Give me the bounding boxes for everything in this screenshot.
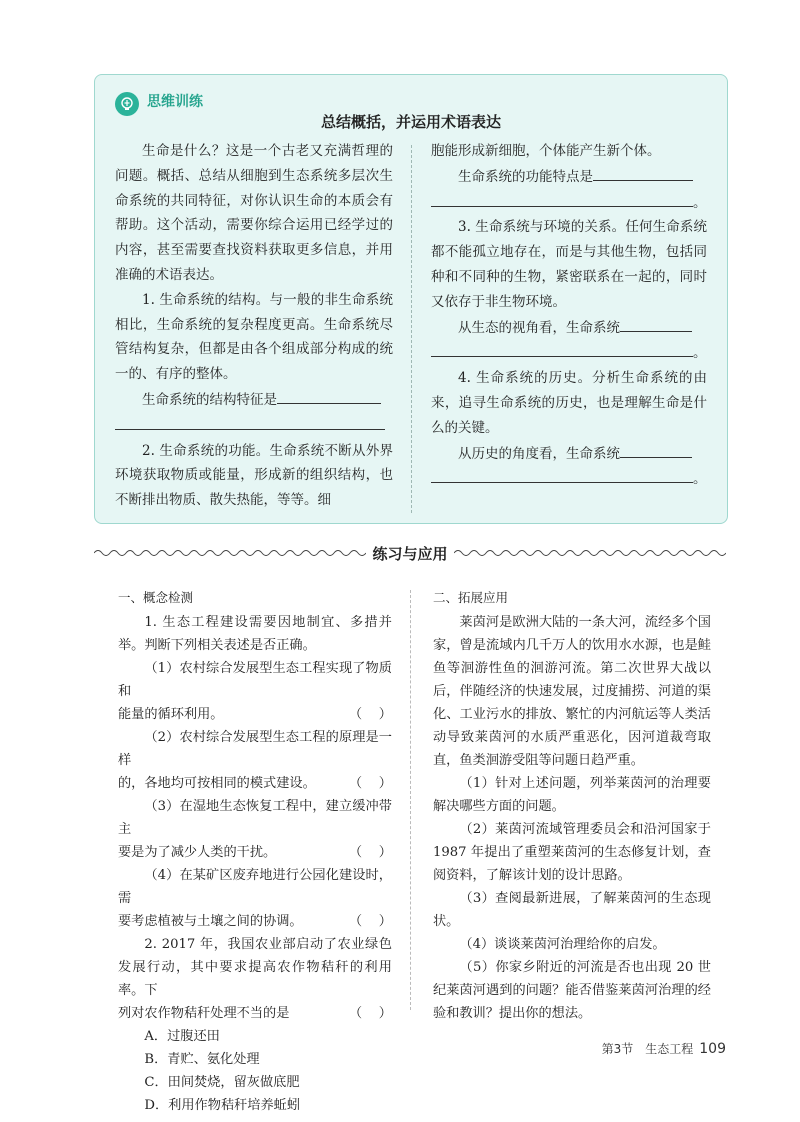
answer-blank[interactable] — [431, 190, 693, 207]
box-paragraph: 4. 生命系统的历史。分析生命系统的由来，追寻生命系统的历史，也是理解生命是什么的关键。 — [431, 370, 707, 436]
extended-application-section — [433, 586, 711, 1025]
judge-item: （4）在某矿区废弃地进行公园化建设时，需 要考虑植被与土壤之间的协调。 （ ） — [118, 864, 392, 933]
sub-question: （1）针对上述问题，列举莱茵河的治理要解决哪些方面的问题。 — [433, 776, 711, 814]
fill-in-line: 。 — [431, 340, 707, 366]
question-line: 列对农作物秸秆处理不当的是 （ ） — [118, 1002, 392, 1025]
practice-banner — [94, 540, 726, 568]
box-paragraph: 生命是什么？这是一个古老又充满哲理的问题。概括、总结从细胞到生态系统多层次生命系统的共同特征，对你认识生命的本质会有帮助。这个活动，需要你综合运用已经学过的内容，甚至需要查找资料获取更多信息，并用准确的术语表达。 — [115, 143, 393, 283]
answer-blank[interactable] — [115, 413, 385, 430]
fill-in-line: 。 — [431, 466, 707, 492]
sub-question: （5）你家乡附近的河流是否也出现 20 世纪莱茵河遇到的问题？能否借鉴莱茵河治理的经验和教训？提出你的想法。 — [433, 960, 711, 1021]
practice-title: 练习与应用 — [372, 545, 448, 563]
option-b[interactable]: B．青贮、氨化处理 — [144, 1052, 260, 1067]
answer-blank[interactable] — [593, 164, 693, 181]
passage: 莱茵河是欧洲大陆的一条大河，流经多个国家，曾是流域内几千万人的饮用水水源，也是鲑鱼等洄游性鱼的洄游河流。第二次世界大战以后，伴随经济的快速发展，过度捕捞、河道的渠化、工业污水的排放、繁忙的内河航运等人类活动导致莱茵河的水质严重恶化，因河道裁弯取直，鱼类洄游受阻等问题日趋严重。 — [433, 615, 711, 768]
section-heading: 一、概念检测 — [118, 590, 194, 605]
judge-item: （2）农村综合发展型生态工程的原理是一样 的，各地均可按相同的模式建设。 （ ） — [118, 726, 392, 795]
sub-question: （2）莱茵河流域管理委员会和沿河国家于 1987 年提出了重塑莱茵河的生态修复计划，查阅资料，了解该计划的设计思路。 — [433, 822, 711, 883]
box-paragraph: 胞能形成新细胞，个体能产生新个体。 — [431, 143, 661, 159]
answer-blank[interactable] — [277, 387, 381, 404]
fill-in-line: 从历史的角度看，生命系统 — [431, 441, 707, 467]
answer-blank[interactable] — [620, 441, 692, 458]
option-c[interactable]: C．田间焚烧，留灰做底肥 — [144, 1075, 300, 1090]
concept-check-section — [118, 586, 392, 1117]
box-paragraph: 3. 生命系统与环境的关系。任何生命系统都不能孤立地存在，而是与其他生物，包括同种和不同种的生物，紧密联系在一起的，同时又依存于非生物环境。 — [431, 219, 707, 310]
box-paragraph: 1. 生命系统的结构。与一般的非生命系统相比，生命系统的复杂程度更高。生命系统尽管结构复杂，但都是由各个组成部分构成的统一的、有序的整体。 — [115, 291, 393, 383]
fill-in-line: 生命系统的结构特征是 — [115, 387, 393, 413]
fill-in-line: 从生态的视角看，生命系统 — [431, 315, 707, 341]
option-a[interactable]: A．过腹还田 — [144, 1029, 220, 1044]
judge-item: （1）农村综合发展型生态工程实现了物质和 能量的循环利用。 （ ） — [118, 657, 392, 726]
fill-in-line: 。 — [431, 190, 707, 216]
answer-parentheses[interactable]: （ ） — [348, 1006, 392, 1021]
answer-parentheses[interactable]: （ ） — [348, 776, 392, 791]
page-footer — [602, 1040, 726, 1057]
box-label: 思维训练 — [147, 94, 203, 110]
option-d[interactable]: D．利用作物秸秆培养蚯蚓 — [144, 1098, 301, 1113]
sub-question: （3）查阅最新进展，了解莱茵河的生态现状。 — [433, 891, 711, 929]
box-title: 总结概括，并运用术语表达 — [320, 113, 501, 131]
judge-item: （3）在湿地生态恢复工程中，建立缓冲带主 要是为了减少人类的干扰。 （ ） — [118, 795, 392, 864]
thinking-training-box — [94, 74, 728, 524]
box-right-column — [431, 139, 707, 492]
answer-parentheses[interactable]: （ ） — [348, 914, 392, 929]
answer-blank[interactable] — [431, 340, 693, 357]
box-paragraph: 2. 生命系统的功能。生命系统不断从外界环境获取物质或能量，形成新的组织结构，也不断排出物质、散失热能，等等。细 — [115, 442, 393, 509]
column-divider — [410, 590, 411, 1010]
answer-blank[interactable] — [431, 466, 693, 483]
sub-question: （4）谈谈莱茵河治理给你的启发。 — [459, 937, 666, 952]
question: 2. 2017 年，我国农业部启动了农业绿色发展行动，其中要求提高农作物秸秆的利用率。下 — [118, 937, 392, 998]
answer-parentheses[interactable]: （ ） — [348, 845, 392, 860]
answer-blank[interactable] — [620, 315, 692, 332]
section-heading: 二、拓展应用 — [433, 590, 509, 605]
question: 1. 生态工程建设需要因地制宜、多措并举。判断下列相关表述是否正确。 — [118, 615, 392, 653]
answer-parentheses[interactable]: （ ） — [348, 707, 392, 722]
fill-in-line: 生命系统的功能特点是 — [431, 164, 707, 190]
wave-divider-right — [454, 547, 726, 559]
fill-in-line — [115, 413, 393, 439]
box-left-column — [115, 139, 393, 513]
section-name: 第3节 生态工程 — [601, 1042, 694, 1056]
column-divider — [411, 145, 412, 513]
page-number: 109 — [699, 1041, 726, 1057]
